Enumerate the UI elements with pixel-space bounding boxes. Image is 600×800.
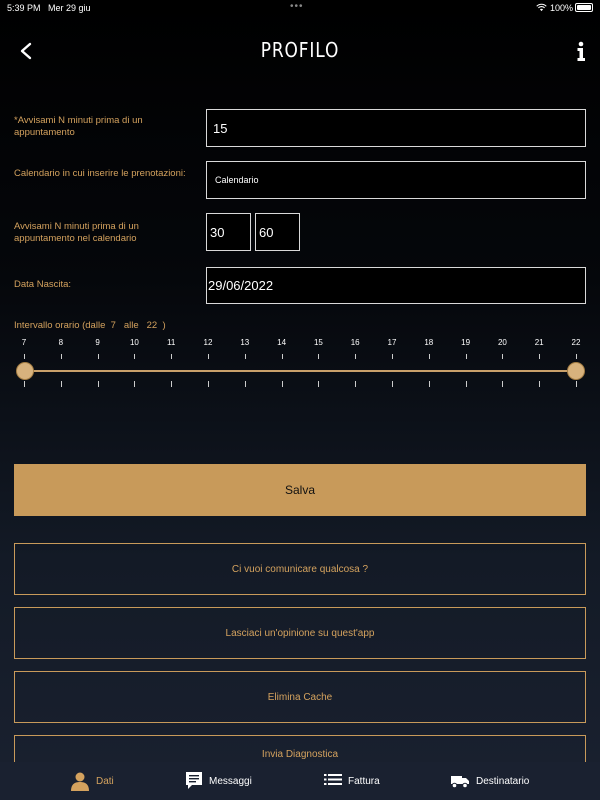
tick-mark — [24, 354, 25, 359]
time-range-label — [14, 320, 166, 331]
time-range-end-thumb[interactable] — [567, 362, 585, 380]
tick-mark — [429, 381, 430, 387]
clear-cache-button[interactable]: Elimina Cache — [14, 671, 586, 723]
wifi-icon — [536, 3, 547, 12]
notify-minutes-input[interactable]: 15 — [206, 109, 586, 147]
calendar-select[interactable]: Calendario — [206, 161, 586, 199]
status-date: Mer 29 giu — [48, 3, 91, 13]
tick-label: 14 — [277, 338, 287, 347]
birth-date-input[interactable]: 29/06/2022 — [206, 267, 586, 304]
calendar-notify-row — [14, 213, 586, 251]
tick-label: 9 — [95, 338, 100, 347]
tick-label: 10 — [129, 338, 139, 347]
time-range-between: alle — [123, 320, 139, 331]
calendar-notify-label: Avvisami N minuti prima di un appuntamento nel calendario — [14, 221, 139, 244]
info-icon[interactable] — [574, 40, 588, 62]
tick-mark — [98, 381, 99, 387]
truck-icon — [450, 773, 470, 789]
tab-fattura[interactable] — [324, 770, 380, 792]
tick-label: 22 — [571, 338, 581, 347]
tick-mark — [282, 381, 283, 387]
birth-date-row — [14, 267, 586, 304]
tick-mark — [245, 354, 246, 359]
tick-mark — [208, 381, 209, 387]
tick-mark — [392, 381, 393, 387]
tick-mark — [576, 354, 577, 359]
tick-mark — [466, 381, 467, 387]
navigation-bar — [0, 30, 600, 74]
tick-mark — [502, 354, 503, 359]
tick-mark — [466, 354, 467, 359]
battery-icon — [575, 3, 593, 12]
tick-label: 21 — [534, 338, 544, 347]
time-range-label-prefix: Intervallo orario (dalle — [14, 320, 106, 331]
list-icon — [324, 773, 342, 789]
tab-destinatario-label: Destinatario — [476, 775, 530, 787]
tick-mark — [208, 354, 209, 359]
birth-date-label: Data Nascita: — [14, 279, 72, 290]
tick-mark — [134, 381, 135, 387]
page-title: PROFILO — [260, 38, 340, 62]
save-button[interactable]: Salva — [14, 464, 586, 516]
tick-label: 19 — [461, 338, 471, 347]
tick-mark — [24, 381, 25, 387]
time-range-label-suffix: ) — [162, 320, 166, 331]
calendar-notify-input-2[interactable]: 60 — [255, 213, 300, 251]
calendar-row — [14, 161, 586, 199]
person-icon — [70, 771, 90, 791]
tick-mark — [539, 354, 540, 359]
time-range-ticks — [21, 338, 581, 398]
tick-label: 18 — [424, 338, 434, 347]
tick-label: 13 — [240, 338, 250, 347]
multitasking-dots-icon[interactable]: ••• — [290, 1, 304, 12]
tick-mark — [282, 354, 283, 359]
back-arrow-icon[interactable] — [16, 40, 36, 62]
notify-minutes-row — [14, 109, 586, 147]
tick-label: 17 — [387, 338, 397, 347]
tab-dati-label: Dati — [96, 775, 114, 787]
tick-mark — [61, 381, 62, 387]
tick-mark — [171, 381, 172, 387]
tick-label: 7 — [21, 338, 27, 347]
tick-label: 20 — [497, 338, 507, 347]
tick-mark — [134, 354, 135, 359]
tick-mark — [318, 381, 319, 387]
time-range-from: 7 — [110, 320, 116, 331]
chat-icon — [185, 771, 203, 791]
contact-us-button[interactable]: Ci vuoi comunicare qualcosa ? — [14, 543, 586, 595]
send-diagnostics-button[interactable]: Invia Diagnostica — [14, 735, 586, 787]
time-range-start-thumb[interactable] — [16, 362, 34, 380]
battery-percentage: 100% — [550, 3, 574, 13]
tick-label: 8 — [58, 338, 64, 347]
notify-minutes-label: *Avvisami N minuti prima di un appuntamento — [14, 115, 143, 138]
tick-mark — [429, 354, 430, 359]
status-time: 5:39 PM — [7, 3, 41, 13]
tick-label: 12 — [203, 338, 213, 347]
tick-mark — [171, 354, 172, 359]
time-range-track[interactable] — [24, 370, 576, 372]
tick-mark — [576, 381, 577, 387]
tick-mark — [245, 381, 246, 387]
status-bar — [0, 0, 600, 16]
calendar-notify-input-1[interactable]: 30 — [206, 213, 251, 251]
review-app-button[interactable]: Lasciaci un'opinione su quest'app — [14, 607, 586, 659]
tick-mark — [502, 381, 503, 387]
tick-label: 15 — [313, 338, 323, 347]
tab-destinatario[interactable] — [450, 770, 529, 792]
tick-label: 11 — [167, 338, 176, 347]
tab-bar — [0, 762, 600, 800]
tick-mark — [539, 381, 540, 387]
tick-mark — [355, 354, 356, 359]
tick-mark — [318, 354, 319, 359]
tick-mark — [61, 354, 62, 359]
tick-mark — [98, 354, 99, 359]
tab-fattura-label: Fattura — [348, 775, 380, 787]
calendar-label: Calendario in cui inserire le prenotazioni: — [14, 168, 186, 179]
tick-mark — [392, 354, 393, 359]
tab-messaggi[interactable] — [185, 770, 252, 792]
tab-messaggi-label: Messaggi — [209, 775, 252, 787]
tick-mark — [355, 381, 356, 387]
tab-dati[interactable] — [70, 770, 114, 792]
time-range-to: 22 — [146, 320, 158, 331]
tick-label: 16 — [350, 338, 360, 347]
